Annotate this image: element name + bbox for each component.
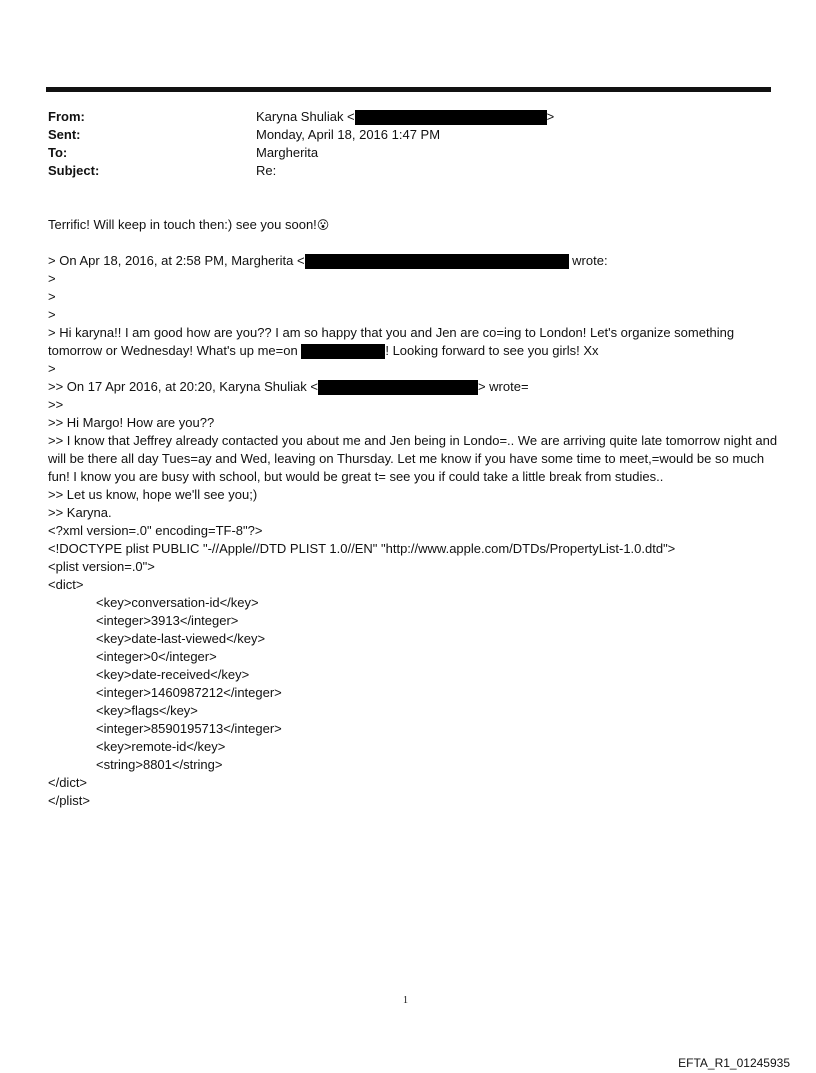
quoted-paragraph-1 (48, 324, 778, 360)
spacer (48, 234, 778, 252)
redaction-box (301, 344, 385, 359)
quote-header-1-suffix: wrote: (568, 253, 608, 268)
redaction-box (318, 380, 478, 395)
quoted-line: >> Hi Margo! How are you?? (48, 415, 215, 430)
sent-label: Sent: (48, 127, 81, 142)
quote-header-2-suffix: > wrote= (477, 379, 529, 394)
quote-marker: >> (48, 397, 64, 412)
quote-marker: > (48, 271, 56, 286)
quote-header-1-text: > On Apr 18, 2016, at 2:58 PM, Margherita < (48, 253, 305, 268)
sent-value: Monday, April 18, 2016 1:47 PM (256, 127, 441, 142)
to-label: To: (48, 145, 68, 160)
subject-value: Re: (256, 163, 277, 178)
reply-text: Terrific! Will keep in touch then:) see you soon! (48, 217, 317, 232)
redaction-box (305, 254, 569, 269)
email-body (48, 216, 778, 810)
plist-line: <string>8801</string> (96, 757, 223, 772)
plist-line: <key>conversation-id</key> (96, 595, 259, 610)
quoted-line: >> Let us know, hope we'll see you;) (48, 487, 258, 502)
plist-line: <key>date-last-viewed</key> (96, 631, 266, 646)
from-close: > (546, 109, 555, 124)
plist-line: <key>date-received</key> (96, 667, 250, 682)
redaction-box (355, 110, 547, 125)
plist-line: <dict> (48, 577, 84, 592)
quote-marker: > (48, 289, 56, 304)
document-id: EFTA_R1_01245935 (678, 1056, 790, 1070)
subject-label: Subject: (48, 163, 100, 178)
reply-line (48, 216, 778, 234)
from-name: Karyna Shuliak < (256, 109, 355, 124)
plist-line: </plist> (48, 793, 90, 808)
plist-line: <key>flags</key> (96, 703, 198, 718)
plist-line: <plist version=.0"> (48, 559, 155, 574)
quote-marker: > (48, 307, 56, 322)
surprised-face-icon: 😮 (316, 218, 330, 232)
plist-line: </dict> (48, 775, 88, 790)
plist-line: <!DOCTYPE plist PUBLIC "-//Apple//DTD PLIST 1.0//EN" "http://www.apple.com/DTDs/PropertyList-1.0.dtd"> (48, 541, 676, 556)
quote-header-1 (48, 252, 778, 270)
quote-marker: > (48, 361, 56, 376)
quote-header-2-text: >> On 17 Apr 2016, at 20:20, Karyna Shuliak < (48, 379, 318, 394)
plist-line: <integer>1460987212</integer> (96, 685, 282, 700)
from-value (256, 108, 554, 126)
plist-line: <integer>3913</integer> (96, 613, 239, 628)
page-number: 1 (403, 995, 408, 1006)
plist-line: <integer>8590195713</integer> (96, 721, 282, 736)
to-value: Margherita (256, 145, 319, 160)
plist-line: <key>remote-id</key> (96, 739, 226, 754)
quoted-paragraph-2: >> I know that Jeffrey already contacted you about me and Jen being in Londo=.. We are arriving quite late tomorrow night and will be there all day Tues=ay and Wed, leaving on Thursday. Let me know if you have some time to meet,=would be so much fun! I know you are busy with school, but would be great t= see you if could take a little break from studies.. (48, 433, 778, 484)
plist-line: <integer>0</integer> (96, 649, 217, 664)
from-label: From: (48, 109, 85, 124)
quoted-line: >> Karyna. (48, 505, 112, 520)
plist-line: <?xml version=.0" encoding=TF-8"?> (48, 523, 263, 538)
quote-header-2 (48, 378, 778, 396)
header-rule (46, 87, 771, 92)
quoted-paragraph-1-text: > Hi karyna!! I am good how are you?? I am so happy that you and Jen are co=ing to London! Let's organize something tomorrow or Wednesday! What's up me=on (48, 325, 735, 358)
quoted-paragraph-1-end: ! Looking forward to see you girls! Xx (385, 343, 599, 358)
